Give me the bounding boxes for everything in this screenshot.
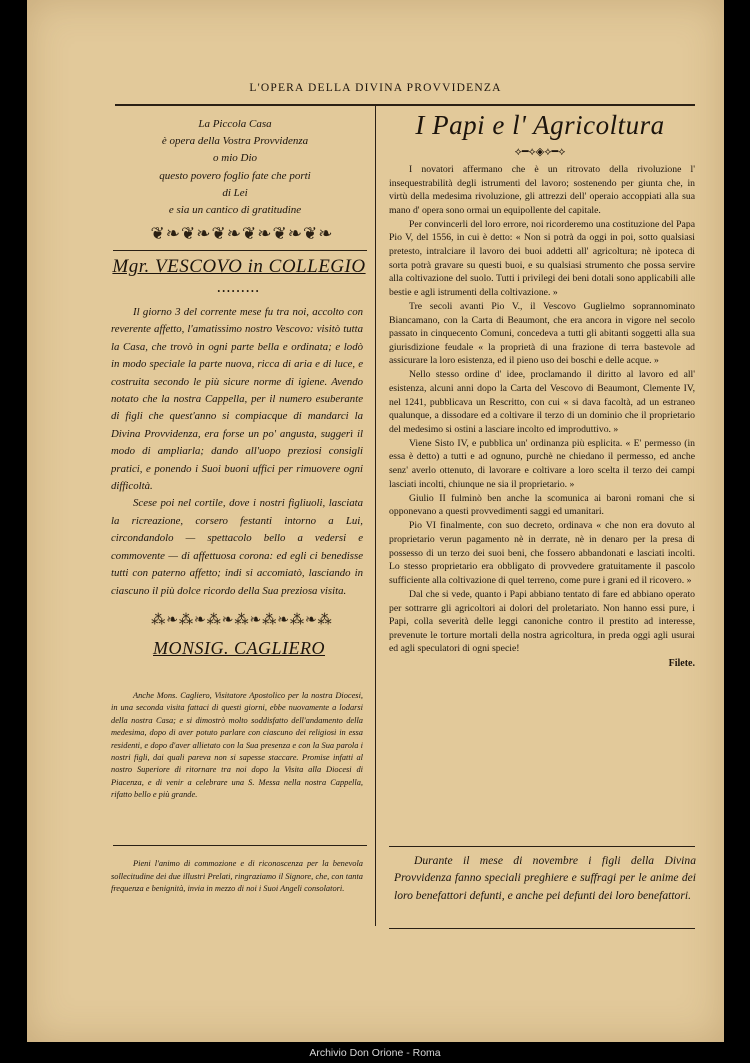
article-title-vescovo: Mgr. VESCOVO in COLLEGIO: [112, 256, 366, 277]
ornament-divider: ❦❧❦❧❦❧❦❧❦❧❦❧: [150, 224, 334, 243]
poem-line: di Lei: [222, 186, 248, 199]
poem-line: questo povero foglio fate che porti: [159, 169, 311, 182]
header-rule: [115, 104, 695, 106]
poem-line: La Piccola Casa: [198, 118, 272, 130]
title-ornament: ⟡━⟡◈⟡━⟡: [514, 146, 566, 158]
running-header: L'OPERA DELLA DIVINA PROVVIDENZA: [249, 82, 502, 94]
section-rule: [113, 845, 367, 846]
article-body-vescovo: [111, 304, 363, 600]
author-signature: Filete.: [668, 657, 695, 669]
notice-text: Durante il mese di novembre i figli della Divina Provvidenza fanno speciali preghiere e suffragi per le anime dei loro benefattori defunti, e anche pei defunti dei loro benefattori.: [394, 854, 696, 902]
paragraph: Pio VI finalmente, con suo decreto, ordinava « che non era dovuto al proprietario verun pagamento nè in derrate, nè in denaro per la presa di possesso di un terzo dei suoi beni, che fossero abbandonati e lasciati incolti. Lo stesso proprietario era obbligato di provvedere gratuitamente il pascolo sufficiente alla coltivazione di quel terreno, come pure i grani ed il ricovero. »: [389, 520, 695, 586]
title-ornament: •••••••••: [217, 287, 261, 296]
paragraph: Viene Sisto IV, e pubblica un' ordinanza più esplicita. « E' permesso (in essa è detto) a tutti e ad ognuno, purchè ne chiedano il permesso, ed anche senz' averlo ottenuto, di lavorare e coltivare a loro scelta il terzo dei campi lasciati incolti, chiunque ne sia il proprietario. »: [389, 437, 695, 490]
paragraph: Il giorno 3 del corrente mese fu tra noi, accolto con reverente affetto, l'amatissimo nostro Vescovo: visitò tutta la Casa, che trovò in ogni parte bella e ordinata; e lodò in modo speciale la parte nuova, ricca di aria e di luce, e costruita secondo le più sicure norme di igiene. Avendo notato che la nostra Cappella, per il numero esuberante di figli che quest'anno si compiacque di mandarci la Divina Provvidenza, era forse un po' angusta, suggerì il modo di ampliarla; dando all'uopo preziosi consigli pratici, e ponendo i Suoi buoni uffici per rimuovere ogni difficoltà.: [111, 306, 363, 493]
section-rule: [389, 846, 695, 847]
paragraph: Tre secoli avanti Pio V., il Vescovo Guglielmo soprannominato Biancamano, con la Carta di Beaumont, che era ancora in vigore nel secolo passato in cinquecento Comuni, concedeva a tutti gli abitanti soggetti alla sua giurisdizione feudale « la proprietà di una frazione di terra bastevole ad assicurare la loro esistenza, ed il pieno uso dei boschi e delle acque. »: [389, 300, 695, 367]
article-title-papi: I Papi e l' Agricoltura: [415, 110, 665, 140]
paragraph: Scese poi nel cortile, dove i nostri figliuoli, lasciata la ricreazione, corsero festanti intorno a Lui, circondandolo — spettacolo bello a vedersi e commovente — di affettuosa corona: ed egli ci benedisse tutti con paterno affetto; indi si accomiatò, lasciando in ciascuno il più dolce ricordo della Sua preziosa visita.: [111, 497, 363, 597]
paragraph: Per convincerli del loro errore, noi ricorderemo una costituzione del Papa Pio V, del 1556, in cui è detto: « Non si potrà da oggi in poi, sotto qualsiasi pretesto, intralciare il lavoro dei buoi addetti all' agricoltura; nè ipoteca di sorta potrà gravare su questi buoi, e su qualsiasi strumento che possa servire alla coltivazione del suolo. Tutti i privilegi dei beni dotali sono applicabili alle bestie e agli istrumenti della coltivazione. »: [389, 218, 695, 298]
paragraph: Pieni l'animo di commozione e di riconoscenza per la benevola sollecitudine dei due illustri Prelati, ringraziamo il Signore, che, con tanta frequenza e benignità, invia in mezzo di noi i Suoi Angeli consolatori.: [111, 859, 363, 893]
closing-paragraph: [111, 858, 363, 896]
column-divider: [375, 106, 376, 926]
paragraph: Anche Mons. Cagliero, Visitatore Apostolico per la nostra Diocesi, in una seconda visita fattaci di questi giorni, ebbe nuovamente a lodarsi della nostra Casa; e si dimostrò molto soddisfatto dell'andamento della medesima, dopo di aver potuto parlare con ciascuno dei religiosi in essa residenti, e dopo d'aver allietato con la Sua presenza e con la Sua parola i nostri figli, dai quali pareva non si sapesse staccare. Promise infatti al nostro Superiore di ritornare tra noi dopo la Visita alla Diocesi di Piacenza, e di venir a celebrare una S. Messa nella nostra Cappella, rifatto bello e più grande.: [111, 691, 363, 800]
section-rule: [389, 928, 695, 929]
paragraph: Nello stesso ordine d' idee, proclamando il diritto al lavoro ed all' esistenza, alcuni anni dopo la Carta del Vescovo di Beaumont, Clemente IV, nel 1241, pubblicava un Rescritto, con cui « si dava facoltà, ad un estraneo qualunque, a dissodare ed a coltivare il terzo di un dominio che il proprietario del medesimo si ostini a lasciare incolto ed improduttivo. »: [389, 369, 695, 435]
poem-line: è opera della Vostra Provvidenza: [161, 135, 309, 148]
paragraph: I novatori affermano che è un ritrovato della rivoluzione l' insequestrabilità degli istrumenti del lavoro; sostenendo per giunta che, in virtù della medesima rivoluzione, gli attrezzi dell' operaio accoppiati alla sua mano d' opera sono ormai un equipollente del capitale.: [389, 164, 695, 216]
archive-credit: Archivio Don Orione - Roma: [309, 1047, 441, 1059]
document-page: [27, 0, 724, 1042]
dedication-poem: [115, 116, 355, 219]
paragraph: Giulio II fulminò ben anche la scomunica ai baroni romani che si opponevano a questi provvedimenti saggi ed umanitari.: [389, 492, 695, 518]
paragraph: Dal che si vede, quanto i Papi abbiano tentato di fare ed abbiano operato per sottrarre gli agricoltori ai dolori del proletariato. Non hanno essi pure, i Papi, colla severità delle leggi canoniche contro il prestito ad interesse, prevenute le torture mortali della nostra agricoltura, in preda oggi agli usurai ed agli speculatori di ogni specie!: [389, 588, 695, 655]
poem-line: o mio Dio: [213, 152, 257, 165]
article-body-cagliero: [111, 690, 363, 802]
ornament-divider: ⁂❧⁂❧⁂❧⁂❧⁂❧⁂❧⁂: [151, 613, 333, 628]
article-title-cagliero: MONSIG. CAGLIERO: [153, 638, 325, 658]
article-body-papi: [389, 163, 695, 670]
section-rule: [113, 250, 367, 251]
november-notice: [394, 852, 696, 904]
poem-line: e sia un cantico di gratitudine: [168, 204, 302, 217]
